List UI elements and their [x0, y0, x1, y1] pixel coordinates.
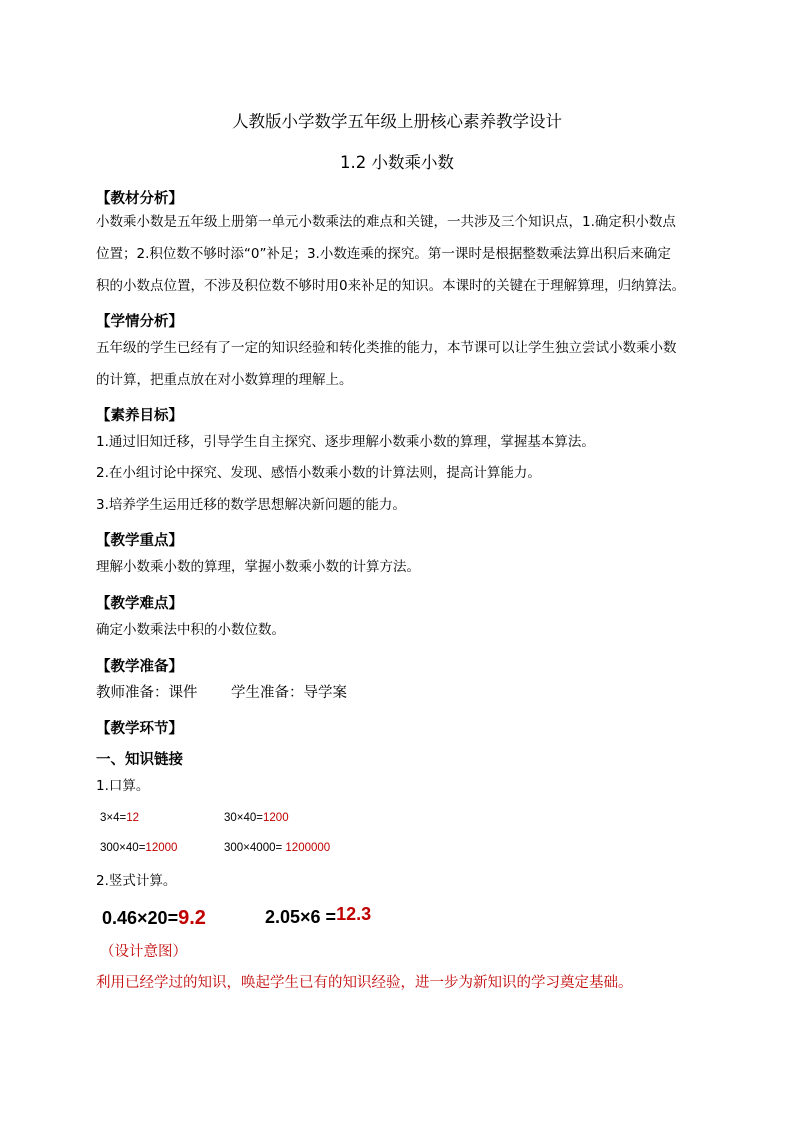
- oral-item-3: 300×40=12000: [100, 842, 178, 854]
- heading-goals: 【素养目标】: [96, 408, 183, 424]
- vertical-answer-1: 9.2: [178, 907, 206, 929]
- part-knowledge-link: 一、知识链接: [96, 752, 183, 768]
- oral-answer-4: 1200000: [285, 842, 331, 854]
- difficult-line-1: 确定小数乘法中积的小数位数。: [96, 622, 285, 638]
- prep-student: 学生准备：导学案: [231, 685, 347, 701]
- oral-item-2: 30×40=1200: [224, 812, 289, 824]
- oral-answer-1: 12: [126, 812, 140, 824]
- goal-line-2: 2.在小组讨论中探究、发现、感悟小数乘小数的计算法则，提高计算能力。: [96, 465, 541, 481]
- textbook-line-1: 小数乘小数是五年级上册第一单元小数乘法的难点和关键，一共涉及三个知识点，1.确定积小数点: [96, 214, 676, 230]
- students-line-1: 五年级的学生已经有了一定的知识经验和转化类推的能力，本节课可以让学生独立尝试小数乘小数: [96, 340, 677, 356]
- vertical-calc-label: 2.竖式计算。: [96, 873, 177, 889]
- oral-item-4: 300×4000= 1200000: [224, 842, 331, 854]
- heading-student-analysis: 【学情分析】: [96, 314, 183, 330]
- vertical-answer-2: 12.3: [336, 904, 372, 924]
- oral-calc-label: 1.口算。: [96, 778, 150, 794]
- goal-line-1: 1.通过旧知迁移，引导学生自主探究、逐步理解小数乘小数的算理，掌握基本算法。: [96, 434, 595, 450]
- students-line-2: 的计算，把重点放在对小数算理的理解上。: [96, 372, 353, 388]
- heading-teaching-steps: 【教学环节】: [96, 721, 183, 737]
- oral-answer-2: 1200: [263, 812, 289, 824]
- textbook-line-3: 积的小数点位置，不涉及积位数不够时用0来补足的知识。本课时的关键在于理解算理，归纳算法。: [96, 278, 686, 294]
- oral-answer-3: 12000: [145, 842, 178, 854]
- textbook-line-2: 位置；2.积位数不够时添“0”补足；3.小数连乘的探究。第一课时是根据整数乘法算出积后来确定: [96, 246, 671, 262]
- oral-item-1: 3×4=12: [100, 812, 140, 824]
- heading-textbook-analysis: 【教材分析】: [96, 191, 183, 207]
- heading-difficult-points: 【教学难点】: [96, 596, 183, 612]
- heading-key-points: 【教学重点】: [96, 533, 183, 549]
- key-line-1: 理解小数乘小数的算理，掌握小数乘小数的计算方法。: [96, 559, 420, 575]
- vertical-item-2: 2.05×6 =12.3: [265, 904, 372, 927]
- vertical-item-1: 0.46×20=9.2: [102, 907, 206, 929]
- document-title: 人教版小学数学五年级上册核心素养教学设计: [232, 112, 562, 131]
- heading-preparation: 【教学准备】: [96, 659, 183, 675]
- document-subtitle: 1.2 小数乘小数: [340, 153, 454, 172]
- design-intent-label: （设计意图）: [100, 944, 187, 960]
- goal-line-3: 3.培养学生运用迁移的数学思想解决新问题的能力。: [96, 497, 406, 513]
- design-intent-text: 利用已经学过的知识，唤起学生已有的知识经验，进一步为新知识的学习奠定基础。: [96, 975, 633, 991]
- prep-teacher: 教师准备：课件: [96, 685, 198, 701]
